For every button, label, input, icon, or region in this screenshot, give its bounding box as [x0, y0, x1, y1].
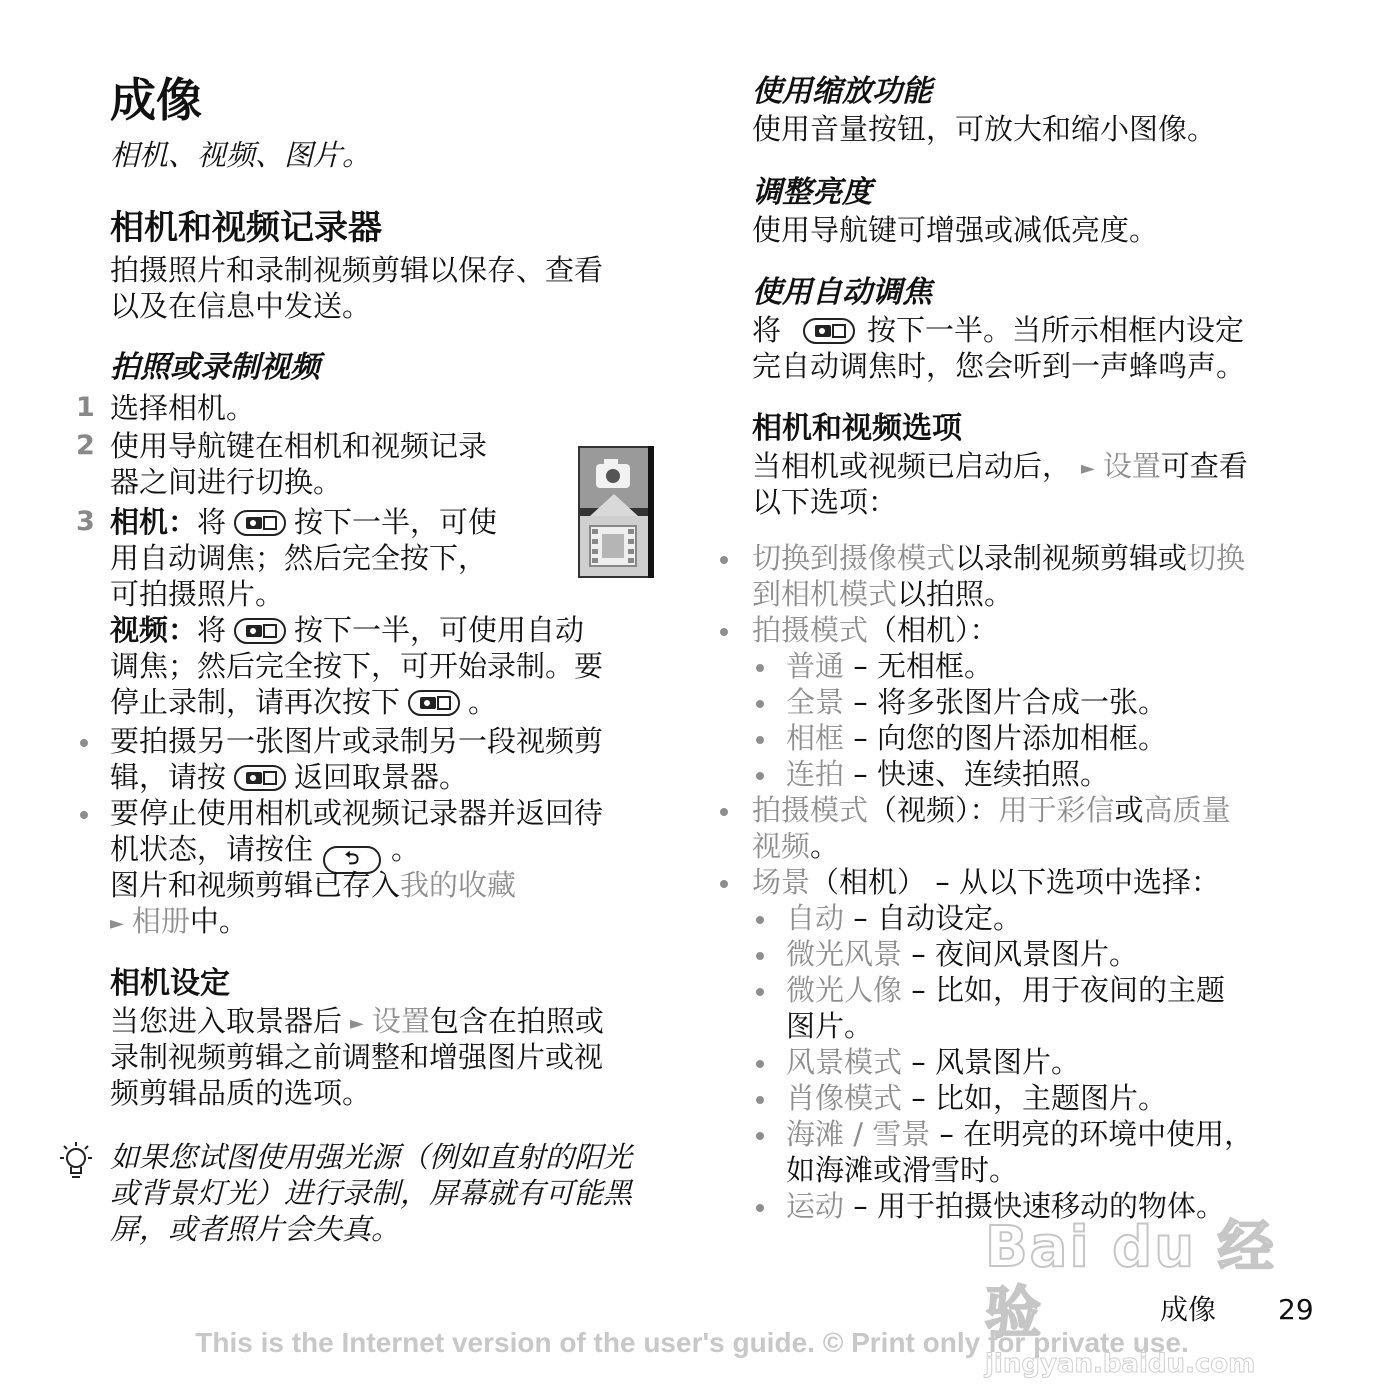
- options-line2: 以下选项：: [752, 485, 898, 519]
- autofocus-line1: 将 按下一半。当所示相框内设定: [752, 313, 1245, 347]
- zoom-text: 使用音量按钮，可放大和缩小图像。: [752, 112, 1217, 146]
- step-1-text: 选择相机。: [110, 391, 256, 425]
- watermark-url: jingyan.baidu.com: [985, 1349, 1256, 1379]
- settings-line3: 频剪辑品质的选项。: [110, 1076, 372, 1110]
- sub-option-frame: 相框 – 向您的图片添加相框。: [786, 721, 1167, 755]
- brightness-heading: 调整亮度: [752, 175, 872, 210]
- back-key-icon: ⮌: [323, 846, 381, 874]
- camera-key-icon: [234, 618, 286, 644]
- bullet-dot: [756, 1060, 764, 1068]
- video-line2: 调焦；然后完全按下，可开始录制。要: [110, 649, 604, 683]
- step-3-line1: 相机：将 按下一半，可使: [110, 505, 498, 539]
- watermark-brand: Bai du 经验: [985, 1215, 1276, 1346]
- bullet-2-line2: 机状态，请按住 ⮌ 。: [110, 831, 420, 874]
- tip-line3: 屏，或者照片会失真。: [110, 1212, 401, 1246]
- zoom-heading: 使用缩放功能: [752, 74, 932, 109]
- baidu-watermark: [985, 1215, 1295, 1379]
- camera-key-icon: [408, 690, 460, 716]
- option-shoot-mode-camera: 拍摄模式（相机）：: [752, 613, 999, 647]
- bullet-2-line1: 要停止使用相机或视频记录器并返回待: [110, 796, 604, 830]
- options-heading: 相机和视频选项: [752, 411, 962, 446]
- bullet-1-line2: 辑，请按 返回取景器。: [110, 760, 469, 794]
- bullet-dot: [756, 1132, 764, 1140]
- camera-key-icon: [803, 318, 855, 344]
- sub-heading-capture: 拍照或录制视频: [110, 350, 320, 385]
- saved-line2: ► 相册中。: [110, 904, 248, 938]
- page-number: 29: [1278, 1293, 1314, 1326]
- bullet-dot: [720, 880, 728, 888]
- bullet-dot: [756, 772, 764, 780]
- bullet-dot: [720, 808, 728, 816]
- scene-sports: 运动 – 用于拍摄快速移动的物体。: [786, 1189, 1225, 1223]
- sub-option-burst: 连拍 – 快速、连续拍照。: [786, 757, 1109, 791]
- menu-link-settings: 设置: [1102, 449, 1161, 483]
- camera-key-icon: [234, 510, 286, 536]
- step-number: 3: [76, 506, 95, 537]
- menu-link-settings: 设置: [371, 1004, 430, 1038]
- saved-line1: 图片和视频剪辑已存入我的收藏: [110, 868, 517, 902]
- scene-twilight-portrait-line2: 图片。: [786, 1009, 874, 1043]
- scene-portrait: 肖像模式 – 比如，主题图片。: [786, 1081, 1167, 1115]
- bullet-dot: [80, 811, 88, 819]
- footer-section-name: 成像: [1160, 1293, 1217, 1326]
- settings-line1: 当您进入取景器后 ► 设置包含在拍照或: [110, 1004, 604, 1038]
- section-intro-line1: 拍摄照片和录制视频剪辑以保存、查看: [110, 253, 604, 287]
- autofocus-heading: 使用自动调焦: [752, 275, 932, 310]
- video-line3: 停止录制，请再次按下 。: [110, 685, 498, 719]
- step-number: 1: [76, 392, 95, 423]
- scene-twilight-landscape: 微光风景 – 夜间风景图片。: [786, 937, 1138, 971]
- options-line1: 当相机或视频已启动后， ► 设置可查看: [752, 449, 1248, 483]
- autofocus-line2: 完自动调焦时，您会听到一声蜂鸣声。: [752, 349, 1246, 383]
- section-intro-line2: 以及在信息中发送。: [110, 289, 372, 323]
- bullet-dot: [756, 700, 764, 708]
- tip-line1: 如果您试图使用强光源（例如直射的阳光: [110, 1140, 633, 1174]
- option-shoot-mode-video-line2: 视频。: [752, 829, 840, 863]
- bullet-dot: [756, 988, 764, 996]
- step-2-line1: 使用导航键在相机和视频记录: [110, 429, 488, 463]
- bullet-dot: [756, 916, 764, 924]
- scene-beach-snow-line1: 海滩 / 雪景 – 在明亮的环境中使用，: [786, 1117, 1254, 1151]
- option-shoot-mode-video-line1: 拍摄模式（视频）：用于彩信或高质量: [752, 793, 1231, 827]
- bullet-1-line1: 要拍摄另一张图片或录制另一段视频剪: [110, 724, 604, 758]
- section-title: 相机和视频记录器: [110, 208, 382, 248]
- bullet-dot: [756, 736, 764, 744]
- settings-line2: 录制视频剪辑之前调整和增强图片或视: [110, 1040, 604, 1074]
- scene-landscape: 风景模式 – 风景图片。: [786, 1045, 1080, 1079]
- settings-heading: 相机设定: [110, 966, 230, 1001]
- sub-option-panorama: 全景 – 将多张图片合成一张。: [786, 685, 1167, 719]
- bullet-dot: [756, 1204, 764, 1212]
- option-scene: 场景（相机） – 从以下选项中选择：: [752, 865, 1220, 899]
- menu-link-album: 相册: [131, 904, 190, 938]
- scene-auto: 自动 – 自动设定。: [786, 901, 1022, 935]
- menu-link-my-favorites: 我的收藏: [400, 868, 517, 902]
- step-number: 2: [76, 430, 95, 461]
- option-switch-line1: 切换到摄像模式以录制视频剪辑或切换: [752, 541, 1246, 575]
- footer-notice: This is the Internet version of the user's guide. © Print only for private use.: [195, 1327, 1189, 1358]
- video-label: 视频：: [110, 613, 198, 647]
- bullet-dot: [720, 556, 728, 564]
- menu-arrow-icon: ►: [110, 913, 124, 934]
- sub-option-normal: 普通 – 无相框。: [786, 649, 993, 683]
- step-3-label: 相机：: [110, 505, 198, 539]
- brightness-text: 使用导航键可增强或减低亮度。: [752, 213, 1159, 247]
- step-2-line2: 器之间进行切换。: [110, 465, 343, 499]
- page-title: 成像: [110, 73, 202, 127]
- bullet-dot: [756, 952, 764, 960]
- scene-twilight-portrait-line1: 微光人像 – 比如，用于夜间的主题: [786, 973, 1225, 1007]
- tip-line2: 或背景灯光）进行录制，屏幕就有可能黑: [110, 1176, 633, 1210]
- bullet-dot: [756, 664, 764, 672]
- step-3-line3: 可拍摄照片。: [110, 577, 285, 611]
- bullet-dot: [80, 739, 88, 747]
- video-line1: 视频：将 按下一半，可使用自动: [110, 613, 585, 647]
- scene-beach-snow-line2: 如海滩或滑雪时。: [786, 1153, 1019, 1187]
- option-switch-line2: 到相机模式以拍照。: [752, 577, 1014, 611]
- camera-video-mode-icon: [578, 446, 654, 578]
- bullet-dot: [756, 1096, 764, 1104]
- bullet-dot: [720, 628, 728, 636]
- page-subtitle: 相机、视频、图片。: [110, 138, 372, 172]
- menu-arrow-icon: ►: [350, 1013, 364, 1034]
- step-3-line2: 用自动调焦；然后完全按下，: [110, 541, 488, 575]
- menu-arrow-icon: ►: [1081, 458, 1095, 479]
- camera-key-icon: [234, 765, 286, 791]
- lightbulb-tip-icon: [56, 1140, 96, 1184]
